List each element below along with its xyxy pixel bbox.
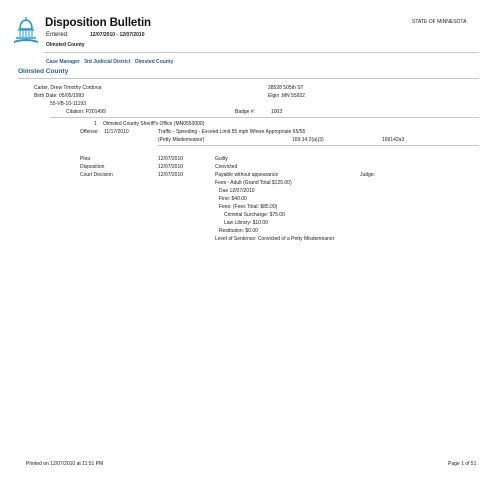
sentence-line: Law Library: $10.00	[224, 220, 268, 226]
sentence-line: Fees: (Fees Total: $85.00)	[219, 204, 278, 210]
badge-value: 1003	[271, 109, 283, 115]
breadcrumb	[46, 60, 173, 65]
event-label: Disposition	[80, 164, 105, 170]
page-number: Page 1 of 51	[448, 461, 477, 467]
nav-county[interactable]: Olmsted County	[134, 59, 174, 65]
birth-date: Birth Date: 05/05/1993	[34, 93, 85, 99]
nav-case-manager[interactable]: Case Manager	[46, 59, 80, 65]
charge-agency: Olmsted County Sheriff's Office (MN0550000)	[103, 121, 205, 127]
address-line1: 28528 505th ST	[268, 85, 304, 91]
party-divider	[50, 117, 479, 118]
address-line2: Elgin ,MN 55932	[268, 93, 305, 99]
entered-date-range: 12/07/2010 - 12/07/2010	[90, 32, 145, 38]
event-date: 12/07/2010	[158, 172, 184, 178]
sentence-line: Level of Sentence: Convicted of a Petty Misdemeanor	[215, 236, 335, 242]
judge-label: Judge:	[360, 172, 376, 178]
event-label: Court Decision	[80, 172, 113, 178]
section-divider	[18, 78, 479, 79]
offense-label: Offense:	[80, 129, 99, 135]
offense-description: Traffic - Speeding - Exceed Limit 55 mph Where Appropriate 65/55	[158, 129, 306, 135]
event-date: 12/07/2010	[158, 164, 184, 170]
capitol-dome-icon	[14, 16, 38, 44]
event-value: Payable without appearance	[215, 172, 279, 178]
party-name: Carter, Drew Timothy Cordova	[34, 85, 102, 91]
header-divider	[44, 52, 479, 53]
offense-level: (Petty Misdemeanor)	[158, 137, 205, 143]
event-value: Guilty	[215, 156, 228, 162]
section-county-heading: Olmsted County	[18, 68, 69, 75]
statute-code: 169142a3	[382, 137, 405, 143]
sentence-line: Due 12/07/2010	[219, 188, 255, 194]
case-number: 55-VB-10-11193	[50, 101, 86, 107]
citation: Citation: P201499	[66, 109, 106, 115]
event-label: Plea	[80, 156, 91, 162]
printed-timestamp: Printed on 12/07/2010 at 11:51 PM	[26, 461, 104, 467]
statute: 169.14.2(a)(3)	[292, 137, 324, 143]
entered-label: Entered:	[46, 32, 69, 38]
nav-district[interactable]: 3rd Judicial District	[84, 59, 131, 65]
page-title: Disposition Bulletin	[45, 17, 151, 29]
header-county: Olmsted County	[46, 42, 85, 48]
state-label: STATE OF MINNESOTA	[412, 19, 467, 25]
charge-number: 1	[94, 121, 97, 127]
charge-divider	[157, 145, 479, 146]
badge-label: Badge #:	[235, 109, 256, 115]
sentence-line: Criminal Surcharge: $75.00	[224, 212, 285, 218]
event-value: Convicted	[215, 164, 238, 170]
sentence-line: Restitution: $0.00	[219, 228, 258, 234]
sentence-line: Fees - Adult (Grand Total $125.00)	[215, 180, 292, 186]
sentence-line: Fine: $40.00	[219, 196, 247, 202]
offense-date: 11/17/2010	[104, 129, 129, 135]
event-date: 12/07/2010	[158, 156, 184, 162]
